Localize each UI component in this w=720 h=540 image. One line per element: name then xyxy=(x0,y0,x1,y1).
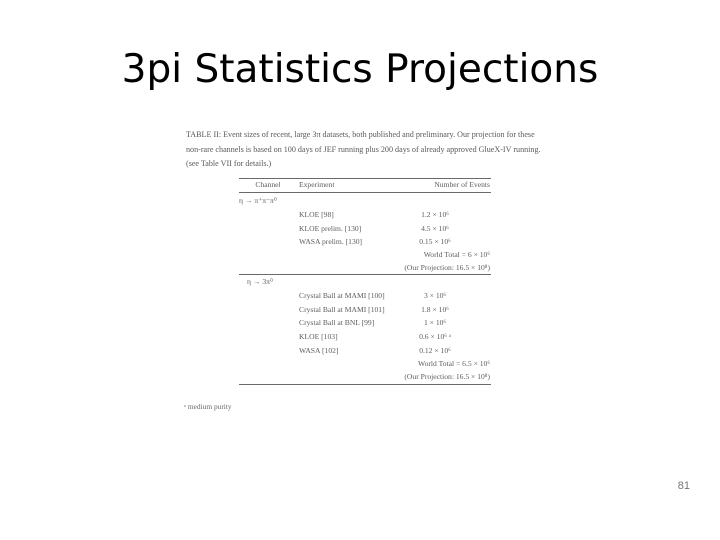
our-projection: (Our Projection: 16.5 × 10⁸) xyxy=(404,263,490,272)
table-footnote: ᵃ medium purity xyxy=(184,402,232,411)
slide-title: 3pi Statistics Projections xyxy=(121,47,599,92)
header-experiment: Experiment xyxy=(299,180,335,189)
channel-label: η → π⁺π⁻π⁰ xyxy=(239,196,277,205)
header-number-of-events: Number of Events xyxy=(434,180,490,189)
experiment-cell: KLOE prelim. [130] xyxy=(299,224,362,233)
experiment-cell: Crystal Ball at MAMI [100] xyxy=(299,291,385,300)
table-caption xyxy=(186,128,552,172)
header-channel: Channel xyxy=(255,180,281,189)
our-projection: (Our Projection: 16.5 × 10⁸) xyxy=(404,372,490,381)
channel-label: η → 3π⁰ xyxy=(247,277,274,286)
events-cell: 3 × 10⁶ xyxy=(423,291,447,300)
events-cell: 1.2 × 10⁶ xyxy=(421,210,449,219)
experiment-cell: KLOE [98] xyxy=(299,210,334,219)
caption-line: TABLE II: Event sizes of recent, large 3π datasets, both published and preliminary. Our projection for these xyxy=(186,130,535,139)
caption-line: non-rare channels is based on 100 days of JEF running plus 200 days of already approved GlueX-IV running. xyxy=(186,144,541,154)
table-top-rule xyxy=(239,178,491,179)
events-cell: 4.5 × 10⁶ xyxy=(421,224,449,233)
events-cell: 0.12 × 10⁶ xyxy=(419,346,451,355)
table-figure xyxy=(184,126,554,416)
world-total: World Total = 6.5 × 10⁶ xyxy=(418,359,490,368)
group-rule xyxy=(239,274,491,275)
experiment-cell: Crystal Ball at BNL [99] xyxy=(299,318,375,327)
events-cell: 0.15 × 10⁶ xyxy=(419,237,451,246)
experiment-cell: WASA [102] xyxy=(299,346,339,355)
table-bottom-rule xyxy=(239,384,491,385)
experiment-cell: Crystal Ball at MAMI [101] xyxy=(299,305,385,314)
world-total: World Total = 6 × 10⁶ xyxy=(423,250,490,259)
events-cell: 1 × 10⁶ xyxy=(423,318,447,327)
header-rule xyxy=(239,192,491,193)
events-cell: 1.8 × 10⁶ xyxy=(421,305,449,314)
experiment-cell: WASA prelim. [130] xyxy=(299,237,363,246)
experiment-cell: KLOE [103] xyxy=(299,332,338,341)
caption-line: (see Table VII for details.) xyxy=(186,159,272,168)
events-cell: 0.6 × 10⁶ ᵃ xyxy=(419,332,451,341)
page-number: 81 xyxy=(677,480,690,492)
